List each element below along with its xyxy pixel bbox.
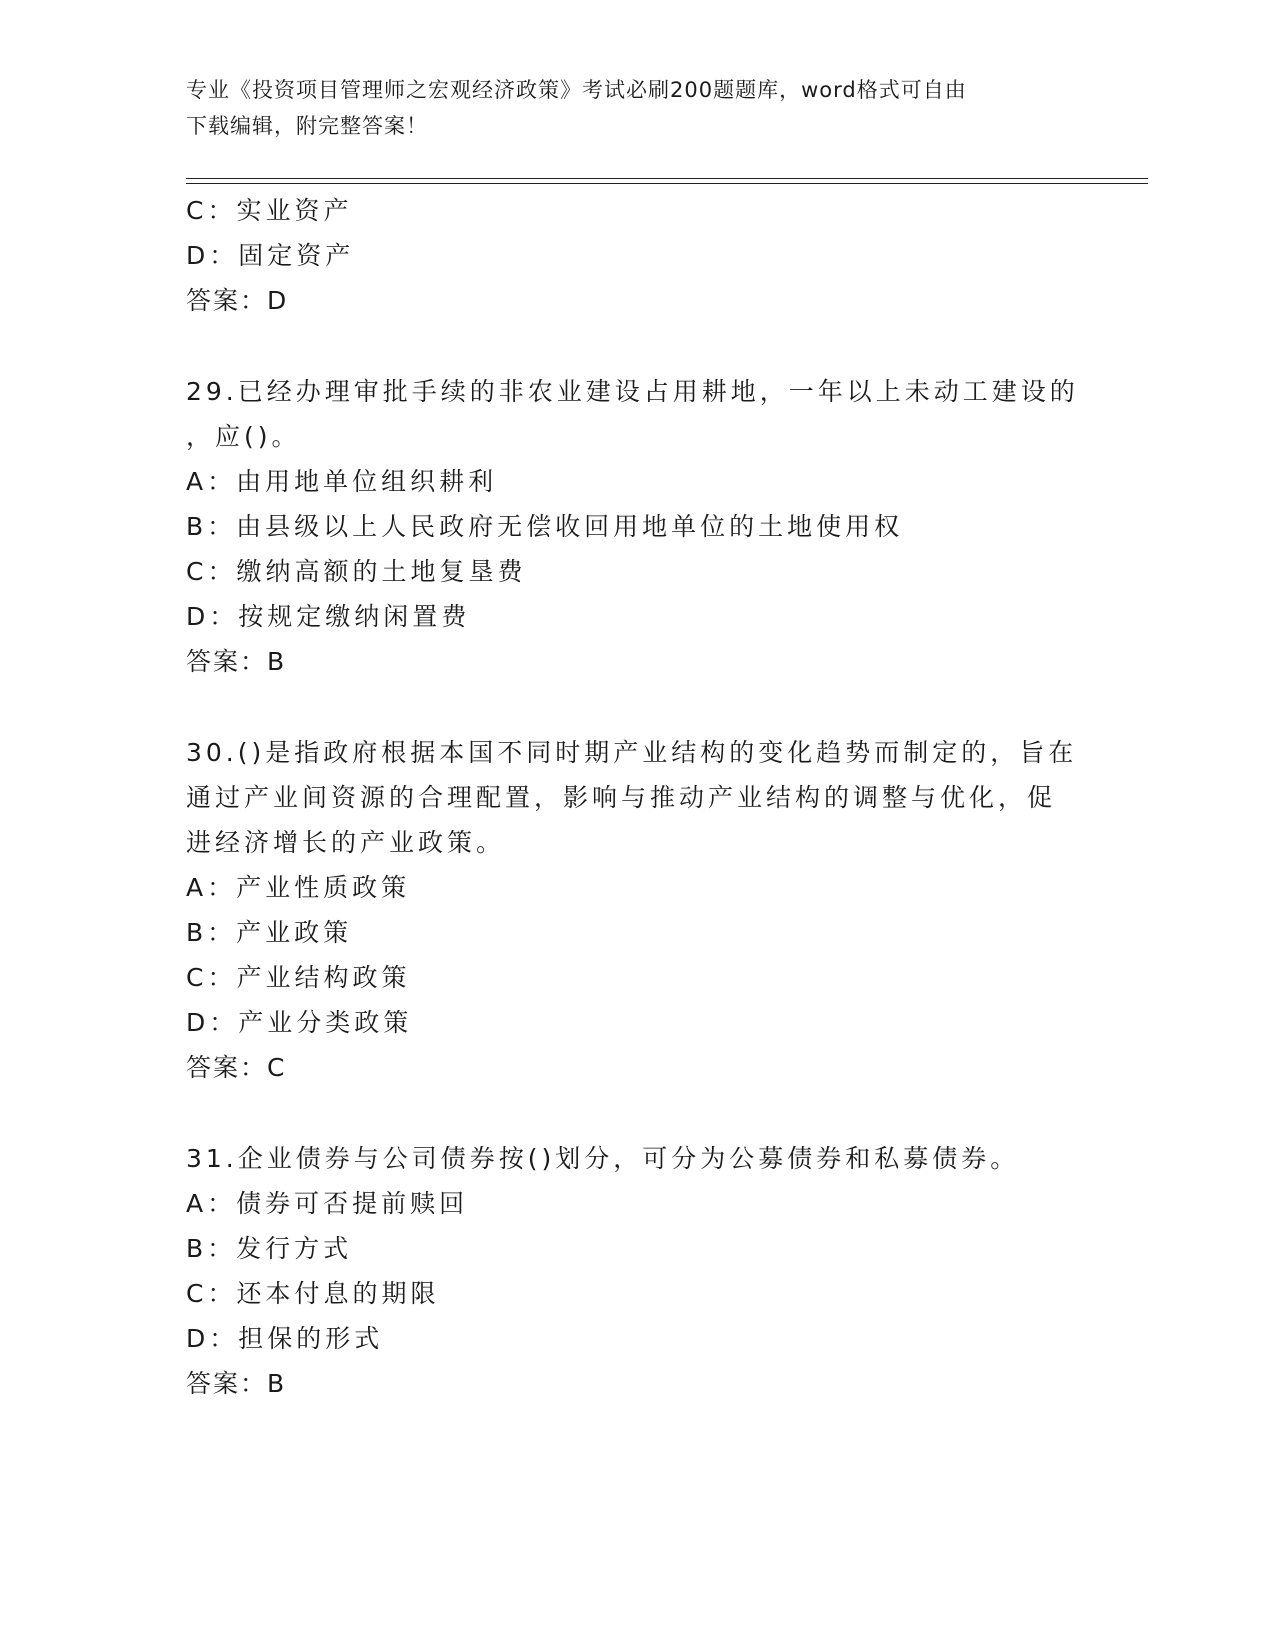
question-stem-line: 29.已经办理审批手续的非农业建设占用耕地，一年以上未动工建设的 <box>186 377 1079 406</box>
option-c: C：缴纳高额的土地复垦费 <box>186 557 527 586</box>
option-d: D：担保的形式 <box>186 1324 384 1353</box>
question-31 <box>186 1136 1086 1406</box>
option-a: A：债券可否提前赎回 <box>186 1189 469 1218</box>
answer: 答案：B <box>186 647 287 676</box>
option-a: A：由用地单位组织耕利 <box>186 467 498 496</box>
document-header <box>186 72 1066 144</box>
header-divider-top <box>186 178 1148 179</box>
spacer <box>186 323 1086 369</box>
question-list <box>186 188 1086 1406</box>
question-30 <box>186 730 1086 1090</box>
spacer <box>186 1090 1086 1136</box>
answer: 答案：B <box>186 1369 287 1398</box>
option-b: B：产业政策 <box>186 918 353 947</box>
option-c: C：实业资产 <box>186 196 353 225</box>
answer: 答案：D <box>186 286 289 315</box>
header-line-2: 下载编辑，附完整答案！ <box>186 114 428 138</box>
option-c: C：还本付息的期限 <box>186 1279 440 1308</box>
option-b: B：发行方式 <box>186 1234 353 1263</box>
option-c: C：产业结构政策 <box>186 963 411 992</box>
header-line-1: 专业《投资项目管理师之宏观经济政策》考试必刷200题题库，word格式可自由 <box>186 78 967 102</box>
option-a: A：产业性质政策 <box>186 873 411 902</box>
answer: 答案：C <box>186 1053 287 1082</box>
question-stem-line: 通过产业间资源的合理配置，影响与推动产业结构的调整与优化，促 <box>186 783 1057 812</box>
question-stem-line: ，应()。 <box>186 422 301 451</box>
spacer <box>186 684 1086 730</box>
question-stem-line: 30.()是指政府根据本国不同时期产业结构的变化趋势而制定的，旨在 <box>186 738 1078 767</box>
question-stem-line: 进经济增长的产业政策。 <box>186 828 506 857</box>
option-d: D：按规定缴纳闲置费 <box>186 602 471 631</box>
option-d: D：固定资产 <box>186 241 355 270</box>
option-b: B：由县级以上人民政府无偿收回用地单位的土地使用权 <box>186 512 904 541</box>
header-divider-bottom <box>186 183 1148 184</box>
question-29 <box>186 369 1086 684</box>
question-stem-line: 31.企业债券与公司债券按()划分，可分为公募债券和私募债券。 <box>186 1144 1020 1173</box>
question-28 <box>186 188 1086 323</box>
option-d: D：产业分类政策 <box>186 1008 413 1037</box>
